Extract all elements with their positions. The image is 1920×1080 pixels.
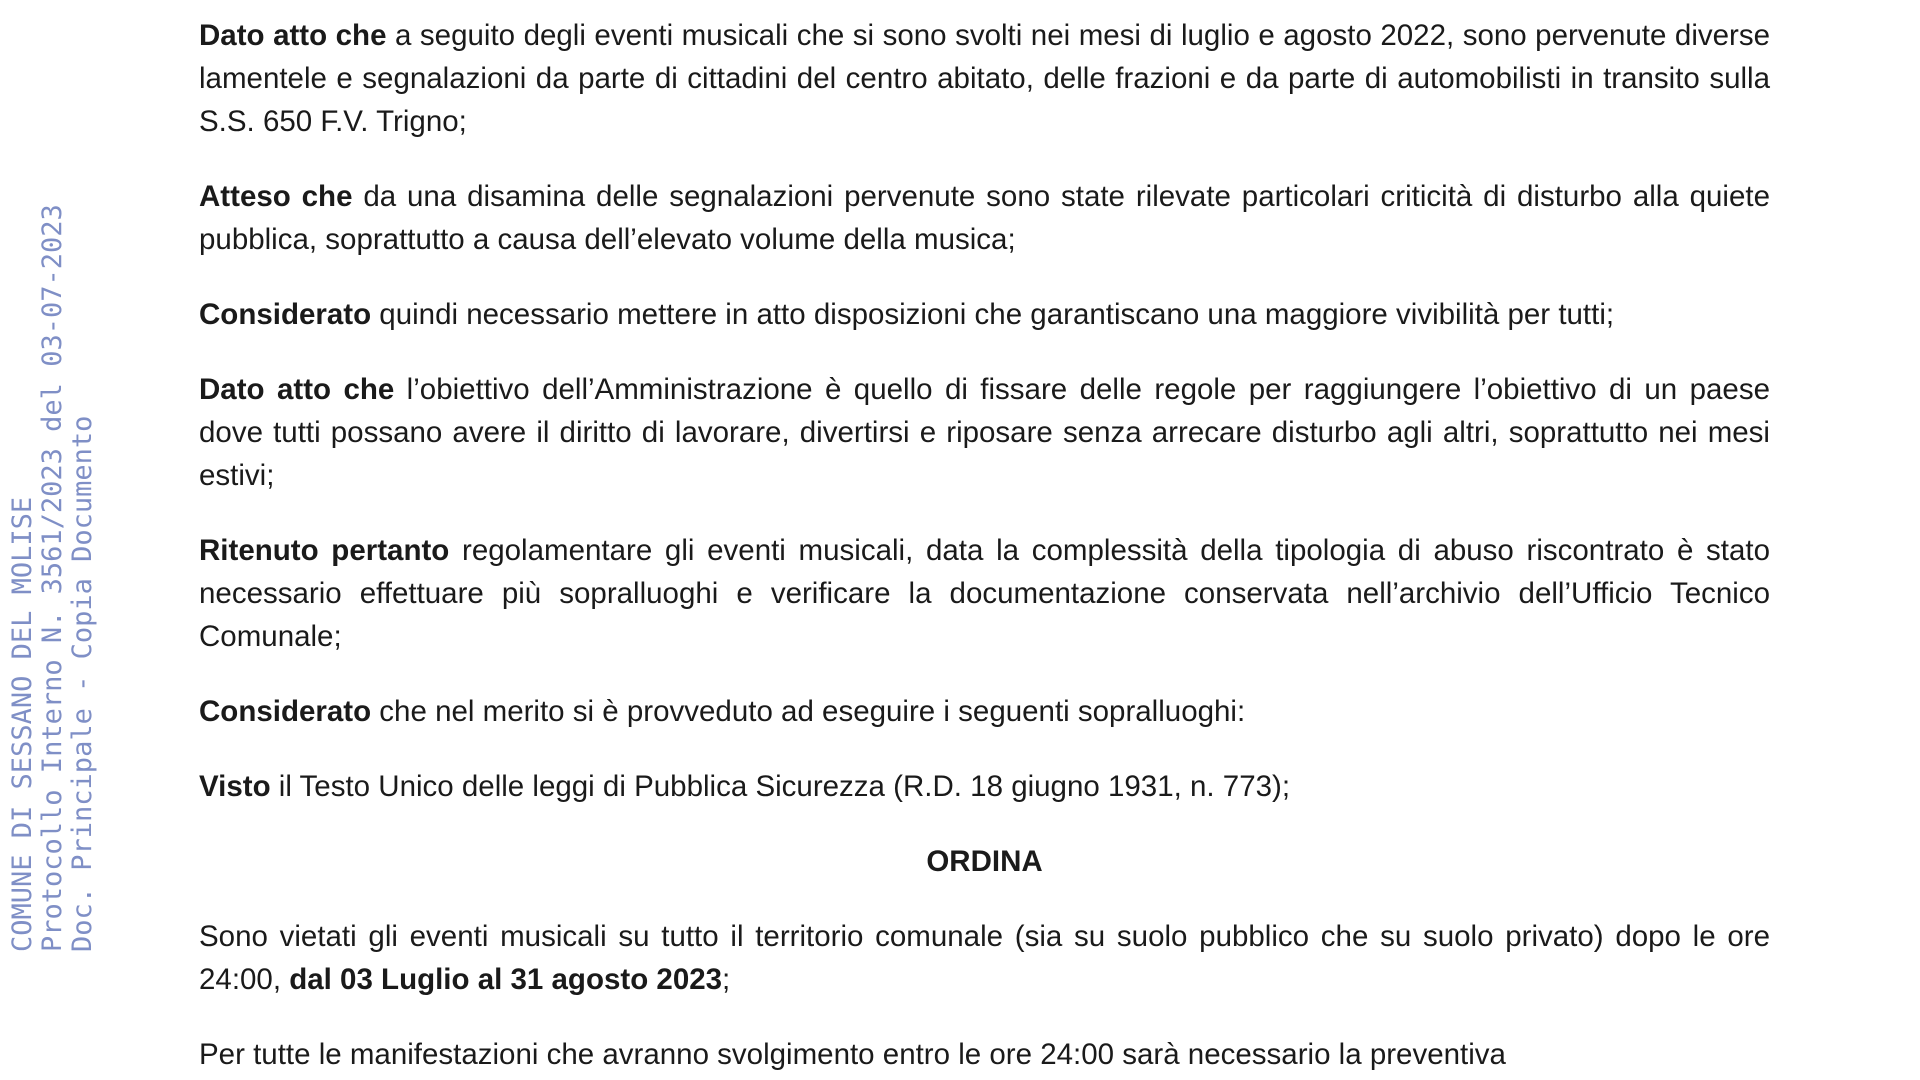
paragraph-order xyxy=(199,915,1770,1001)
paragraph-text: da una disamina delle segnalazioni pervenute sono state rilevate particolari criticità di disturbo alla quiete pubblica, soprattutto a causa dell’elevato volume della musica; xyxy=(199,180,1770,256)
paragraph-manifestazioni: Per tutte le manifestazioni che avranno svolgimento entro le ore 24:00 sarà necessario la preventiva xyxy=(199,1038,1506,1071)
section-heading-ordina: ORDINA xyxy=(926,845,1043,878)
paragraph-lead: Ritenuto pertanto xyxy=(199,534,450,567)
paragraph-date-range: dal 03 Luglio al 31 agosto 2023 xyxy=(289,963,723,996)
paragraph-text: quindi necessario mettere in atto disposizioni che garantiscano una maggiore vivibilità per tutti; xyxy=(371,298,1615,331)
stamp-line-municipality: COMUNE DI SESSANO DEL MOLISE xyxy=(7,496,38,952)
paragraph-lead: Considerato xyxy=(199,298,372,331)
paragraph-visto xyxy=(199,765,1770,808)
paragraph-lead: Atteso che xyxy=(199,180,353,213)
paragraph-lead: Considerato xyxy=(199,695,372,728)
protocol-stamp xyxy=(8,204,98,952)
paragraph-atteso xyxy=(199,175,1770,261)
document-body xyxy=(199,14,1770,1080)
paragraph-text: che nel merito si è provveduto ad eseguire i seguenti sopralluoghi: xyxy=(371,695,1246,728)
paragraph-lead: Visto xyxy=(199,770,271,803)
paragraph-text: regolamentare gli eventi musicali, data la complessità della tipologia di abuso riscontrato è stato necessario effettuare più sopralluoghi e verificare la documentazione conservata nell’archivio dell’Ufficio Tecnico Comunale; xyxy=(199,534,1770,653)
paragraph-lead: Dato atto che xyxy=(199,373,395,406)
paragraph-text-end: ; xyxy=(722,963,731,996)
paragraph-ritenuto xyxy=(199,529,1770,658)
paragraph-considerato-1 xyxy=(199,293,1770,336)
paragraph-dato-atto-1 xyxy=(199,14,1770,143)
stamp-line-document: Doc. Principale - Copia Documento xyxy=(67,415,98,952)
paragraph-text: a seguito degli eventi musicali che si sono svolti nei mesi di luglio e agosto 2022, sono pervenute diverse lamentele e segnalazioni da parte di cittadini del centro abitato, delle frazioni e da parte di automobilisti in transito sulla S.S. 650 F.V. Trigno; xyxy=(199,19,1771,138)
paragraph-text: il Testo Unico delle leggi di Pubblica Sicurezza (R.D. 18 giugno 1931, n. 773); xyxy=(270,770,1291,803)
paragraph-text: l’obiettivo dell’Amministrazione è quello di fissare delle regole per raggiungere l’obiettivo di un paese dove tutti possano avere il diritto di lavorare, divertirsi e riposare senza arrecare disturbo agli altri, soprattutto nei mesi estivi; xyxy=(199,373,1770,492)
paragraph-text: Sono vietati gli eventi musicali su tutto il territorio comunale (sia su suolo pubblico che su suolo privato) dopo le ore 24:00, xyxy=(199,920,1770,996)
paragraph-lead: Dato atto che xyxy=(199,19,387,52)
paragraph-considerato-2 xyxy=(199,690,1770,733)
paragraph-dato-atto-2 xyxy=(199,368,1770,497)
stamp-line-protocol: Protocollo Interno N. 3561/2023 del 03-07-2023 xyxy=(37,204,68,952)
